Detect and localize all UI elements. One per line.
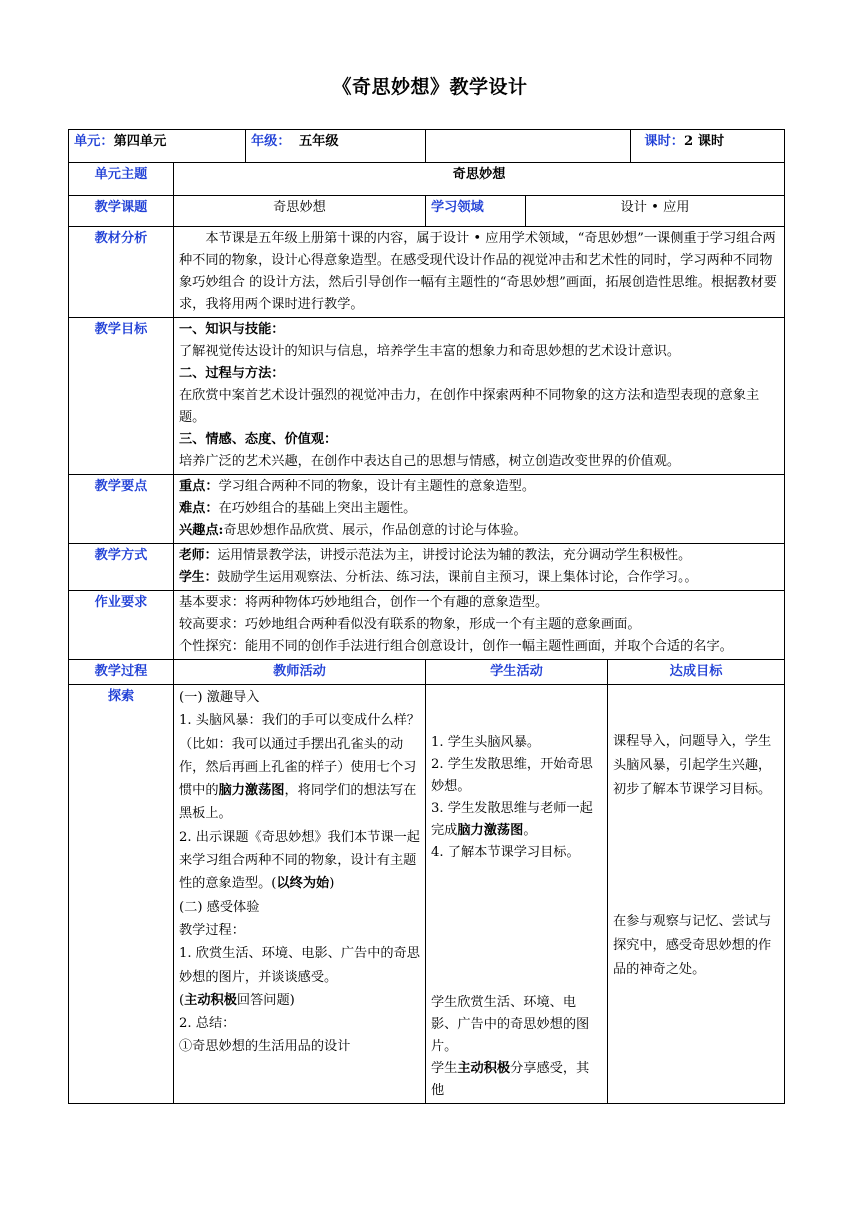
goal-heading-1: 一、知识与技能： bbox=[179, 322, 285, 337]
goal-text-2: 在欣赏中案首艺术设计强烈的视觉冲击力，在创作中探索两种不同物象的这方法和造型表现的意象主题。 bbox=[179, 388, 760, 425]
document-title: 《奇思妙想》教学设计 bbox=[332, 76, 528, 98]
teacher-section-2: (二) 感受体验 bbox=[179, 899, 260, 915]
homework-advanced: 较高要求：巧妙地组合两种看似没有联系的物象，形成一个有主题的意象画面。 bbox=[179, 617, 641, 632]
keypoint-1 bbox=[179, 476, 779, 498]
keypoint-2-label: 难点： bbox=[179, 501, 219, 516]
student-activity-3-bold: 脑力激荡图 bbox=[457, 823, 524, 838]
hours-value: 2 课时 bbox=[683, 134, 725, 149]
teacher-step-1-text: 1. 头脑风暴：我们的手可以变成什么样？（比如：我可以通过手摆出孔雀头的动作，然后再画上孔雀的样子）使用七个习惯中的 bbox=[179, 713, 420, 799]
homework-personal: 个性探究：能用不同的创作手法进行组合创意设计，创作一幅主题性画面，并取个合适的名字。 bbox=[179, 639, 733, 654]
goal-achieved-1: 课程导入，问题导入，学生头脑风暴，引起学生兴趣，初步了解本节课学习目标。 bbox=[613, 734, 772, 797]
method-student-label: 学生： bbox=[179, 570, 218, 585]
analysis-row bbox=[69, 227, 785, 318]
teacher-activity-cell bbox=[174, 685, 426, 1104]
col-goal-header: 达成目标 bbox=[608, 660, 785, 685]
teacher-note-tail: 回答问题) bbox=[236, 992, 295, 1008]
student-activity-3-tail: 。 bbox=[523, 823, 537, 838]
goals-cell bbox=[174, 318, 785, 475]
topic-row bbox=[69, 196, 785, 227]
header-row bbox=[69, 130, 785, 163]
teacher-process-label: 教学过程： bbox=[179, 922, 245, 938]
method-teacher-text: 运用情景教学法，讲授示范法为主，讲授讨论法为辅的教法，充分调动学生积极性。 bbox=[217, 548, 691, 563]
goal-heading-2: 二、过程与方法： bbox=[179, 366, 285, 381]
keypoint-3-text: 奇思妙想作品欣赏、展示，作品创意的讨论与体验。 bbox=[223, 523, 527, 538]
goal-cell bbox=[608, 685, 785, 1104]
student-activity-5: 学生欣赏生活、环境、电影、广告中的奇思妙想的图片。 bbox=[431, 995, 590, 1054]
col-teacher-header: 教师活动 bbox=[174, 660, 426, 685]
student-activity-4: 4. 了解本节课学习目标。 bbox=[431, 845, 580, 860]
student-activity-6-tail: 分享感受，其他 bbox=[431, 1061, 590, 1098]
unit-value: 第四单元 bbox=[113, 134, 167, 149]
keypoint-1-text: 学习组合两种不同的物象，设计有主题性的意象造型。 bbox=[218, 479, 536, 494]
grade-label: 年级： bbox=[251, 134, 291, 149]
methods-cell bbox=[174, 544, 785, 591]
blank-cell bbox=[426, 130, 631, 163]
homework-cell bbox=[174, 591, 785, 660]
process-body-row bbox=[69, 685, 785, 1104]
method-teacher bbox=[179, 545, 779, 567]
goals-row bbox=[69, 318, 785, 475]
goal-text-3: 培养广泛的艺术兴趣，在创作中表达自己的思想与情感，树立创造改变世界的价值观。 bbox=[179, 454, 681, 469]
hours-cell bbox=[631, 130, 785, 163]
hours-label: 课时： bbox=[644, 134, 684, 149]
keypoint-3-label: 兴趣点: bbox=[179, 523, 224, 538]
homework-row bbox=[69, 591, 785, 660]
keypoints-cell bbox=[174, 475, 785, 544]
teacher-step-3-note bbox=[179, 989, 420, 1012]
teacher-note-bold: 主动积极 bbox=[184, 992, 237, 1008]
teacher-step-1 bbox=[179, 709, 420, 825]
grade-value: 五年级 bbox=[298, 134, 339, 149]
student-activity-6-bold: 主动积极 bbox=[457, 1061, 511, 1076]
theme-label: 单元主题 bbox=[69, 163, 174, 196]
homework-label: 作业要求 bbox=[69, 591, 174, 660]
process-header-row bbox=[69, 660, 785, 685]
teacher-step-3: 1. 欣赏生活、环境、电影、广告中的奇思妙想的图片，并谈谈感受。 bbox=[179, 946, 420, 985]
student-activity-6 bbox=[431, 1058, 602, 1102]
goals-label: 教学目标 bbox=[69, 318, 174, 475]
student-activity-1: 1. 学生头脑风暴。 bbox=[431, 735, 541, 750]
analysis-cell bbox=[174, 227, 785, 318]
teacher-step-2-tail: ) bbox=[329, 876, 335, 892]
teacher-step-2 bbox=[179, 826, 420, 896]
unit-label: 单元： bbox=[74, 134, 114, 149]
teacher-step-1-bold: 脑力激荡图 bbox=[218, 783, 285, 799]
domain-value: 设计 • 应用 bbox=[526, 196, 785, 227]
student-activity-cell bbox=[426, 685, 608, 1104]
method-student-text: 鼓励学生运用观察法、分析法、练习法，课前自主预习，课上集体讨论，合作学习。。 bbox=[217, 570, 698, 585]
analysis-text: 本节课是五年级上册第十课的内容，属于设计 • 应用学术领域，“奇思妙想”一课侧重于学习组合两种不同的物象，设计心得意象造型。在感受现代设计作品的视觉冲击和艺术性的同时，学习两种不同物象巧妙组合 的设计方法，然后引导创作一幅有主题性的“奇思妙想”画面，拓展创造性思维。根据教材要求，我将用两个课时进行教学。 bbox=[179, 231, 777, 312]
student-activity-2: 2. 学生发散思维，开始奇思妙想。 bbox=[431, 757, 593, 794]
goal-text-1: 了解视觉传达设计的知识与信息，培养学生丰富的想象力和奇思妙想的艺术设计意识。 bbox=[179, 344, 681, 359]
homework-basic: 基本要求：将两种物体巧妙地组合，创作一个有趣的意象造型。 bbox=[179, 595, 549, 610]
lesson-plan-table bbox=[68, 129, 785, 1104]
methods-row bbox=[69, 544, 785, 591]
unit-cell bbox=[69, 130, 246, 163]
teacher-step-4: 2. 总结： bbox=[179, 1016, 236, 1032]
goal-heading-3: 三、情感、态度、价值观： bbox=[179, 432, 338, 447]
topic-label: 教学课题 bbox=[69, 196, 174, 227]
keypoint-1-label: 重点： bbox=[179, 479, 219, 494]
theme-value: 奇思妙想 bbox=[174, 163, 785, 196]
teacher-step-1-tail: ，将同学们的想法写在黑板上。 bbox=[179, 783, 417, 822]
teacher-step-4-item: ①奇思妙想的生活用品的设计 bbox=[179, 1039, 351, 1055]
keypoints-label: 教学要点 bbox=[69, 475, 174, 544]
topic-value: 奇思妙想 bbox=[174, 196, 426, 227]
goal-achieved-2: 在参与观察与记忆、尝试与探究中，感受奇思妙想的作品的神奇之处。 bbox=[613, 914, 772, 977]
teacher-section-1: (一) 激趣导入 bbox=[179, 690, 260, 705]
col-student-header: 学生活动 bbox=[426, 660, 608, 685]
student-activity-3-text: 3. 学生发散思维与老师一起完成 bbox=[431, 801, 593, 838]
methods-label: 教学方式 bbox=[69, 544, 174, 591]
grade-cell bbox=[246, 130, 426, 163]
theme-row bbox=[69, 163, 785, 196]
teacher-note-open: ( bbox=[179, 992, 185, 1008]
teacher-step-2-bold: 以终为始 bbox=[276, 876, 330, 892]
stage-label: 探索 bbox=[69, 685, 174, 1104]
keypoint-2-text: 在巧妙组合的基础上突出主题性。 bbox=[218, 501, 417, 516]
analysis-label: 教材分析 bbox=[69, 227, 174, 318]
process-label: 教学过程 bbox=[69, 660, 174, 685]
keypoints-row bbox=[69, 475, 785, 544]
domain-label: 学习领域 bbox=[426, 196, 526, 227]
method-student bbox=[179, 567, 779, 589]
student-activity-3 bbox=[431, 798, 602, 842]
teacher-step-2-text: 2. 出示课题《奇思妙想》我们本节课一起来学习组合两种不同的物象，设计有主题性的意象造型。( bbox=[179, 829, 420, 892]
keypoint-3 bbox=[179, 520, 779, 542]
student-activity-6-text: 学生 bbox=[431, 1061, 458, 1076]
keypoint-2 bbox=[179, 498, 779, 520]
method-teacher-label: 老师： bbox=[179, 548, 218, 563]
